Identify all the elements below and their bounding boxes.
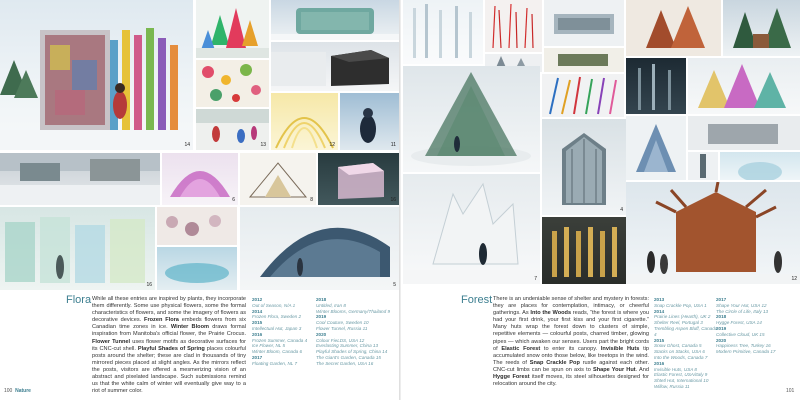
year-heading: 2020 <box>716 337 727 343</box>
blue-lattice-illustration <box>626 116 686 180</box>
photo-flower-pattern <box>157 207 237 245</box>
forest-body-text <box>493 296 649 388</box>
entry-list-item: Everlasting Summer, China 13 <box>316 343 379 349</box>
year-heading: 2016 <box>252 331 263 337</box>
photo-shimmer-panels <box>0 207 155 290</box>
stick-structure-illustration <box>544 0 624 46</box>
colorful-poles-illustration <box>542 74 624 117</box>
body-text-run: . And <box>635 366 649 373</box>
photo-tent-sketch <box>240 153 316 205</box>
photo-number: 16 <box>146 282 152 288</box>
entry-list-item: Ice Flower, NL 5 <box>252 343 286 349</box>
entry-title-highlight: Flower Tunnel <box>92 338 131 345</box>
green-tree-illustration <box>403 66 540 172</box>
entry-list-item: Frozen Summer, Canada 4 <box>252 337 308 343</box>
year-heading: 2014 <box>252 308 263 314</box>
left-page-number: 100 <box>4 388 13 394</box>
snowy-trees-illustration <box>723 0 800 56</box>
photo-flower-collage <box>196 60 269 107</box>
photo-fuzzy-pavilion <box>271 0 399 40</box>
year-heading: 2017 <box>252 354 263 360</box>
body-text-run: While all these entries are inspired by plants, they incorporate them differently. Some use physical flowers, some the formal characteristics of flowers, and some the imagery of flowers as decorative devices. <box>92 296 246 324</box>
white-tree-illustration <box>403 0 483 64</box>
photo-number: 7 <box>534 276 537 282</box>
entry-list-item: The Secret Garden, USA 16 <box>316 360 374 366</box>
entry-list-item: Flower Tunnel, Russia 11 <box>316 325 368 331</box>
entry-list-item: The Circle of Life, Italy 13 <box>716 308 769 314</box>
curved-pavilion-illustration <box>240 207 399 290</box>
glass-cube-illustration <box>318 153 399 205</box>
entry-list-item: Shelter Reel, Portugal 3 <box>654 320 703 326</box>
photo-child-in-tunnel <box>340 93 399 150</box>
flora-entry-list-column-1 <box>252 297 314 367</box>
photo-model-sketch <box>544 48 624 72</box>
gold-post-illustration <box>542 217 626 284</box>
entry-list-item: Snow Ghost, Canada 5 <box>654 343 702 349</box>
entry-list-item: Happiness Tree, Turkey 16 <box>716 343 771 349</box>
entry-list-item: Shape Your Hut, USA 12 <box>716 302 767 308</box>
entry-list-item: Modern Primitive, Canada 17 <box>716 349 776 355</box>
entry-list-item: Intellectual Hut, Japan 3 <box>252 325 302 331</box>
year-heading: 2020 <box>316 331 327 337</box>
photo-number: 11 <box>390 142 396 148</box>
photo-snowy-trees-hut <box>723 0 800 56</box>
entry-title-highlight: Elastic Forest <box>501 345 541 352</box>
entry-title-highlight: Into the Woods <box>530 310 572 317</box>
entry-list-item: Playful Shades of Spring, China 14 <box>316 349 388 355</box>
photo-number: 5 <box>393 282 396 288</box>
right-page-number: 101 <box>786 388 795 394</box>
body-text-run: itself moves, its steel silhouettes designed for relocation around the city. <box>493 374 650 388</box>
photo-purple-dome <box>162 153 238 205</box>
glass-dome-illustration <box>720 152 800 180</box>
ice-wall-illustration <box>0 0 193 150</box>
photo-tall-tower <box>688 152 718 180</box>
year-heading: 2019 <box>716 325 727 331</box>
photo-number: 4 <box>620 207 623 213</box>
entry-list-item: Untitled, Iran 8 <box>316 302 346 308</box>
purple-dome-illustration <box>162 153 238 205</box>
fuzzy-pavilion-illustration <box>271 0 399 40</box>
body-text-run: places colourful posts around the shelter; these are clad in thousands of tiny mirrored pieces placed at slight angles. As the mirrors reflect the posts, visitors are offered a mesmerizing vision of an abstract and pixelated landscape. Such submissions remind us that the white calm of winter will eventually give way to a riot of summer color. <box>92 345 246 395</box>
red-reeds-illustration <box>485 0 542 52</box>
grey-pavilion-illustration <box>688 116 800 150</box>
left-folio <box>4 388 31 394</box>
photo-ice-flora-wall <box>0 0 193 150</box>
forest-section-title: Forest <box>461 294 493 306</box>
photo-white-tree-forest <box>403 0 483 64</box>
photo-dark-cube-hut <box>271 42 399 91</box>
kids-snow-illustration <box>196 109 269 150</box>
year-heading: 2016 <box>654 360 665 366</box>
forest-entry-list-column-2 <box>716 297 798 355</box>
teepees-illustration <box>688 58 800 114</box>
body-text-run: rustle against each other. CNC-cut limbs can be spun on axis to <box>493 359 649 373</box>
dark-forest-illustration <box>626 58 686 114</box>
year-heading: 2014 <box>654 308 665 314</box>
forest-entry-list-column-1 <box>654 297 718 390</box>
year-heading: 2012 <box>252 297 263 302</box>
photo-spiky-wooden-hut <box>626 182 800 284</box>
body-text-run: draws formal inspiration from Manitoba's official flower, the Prairie Crocus. <box>92 324 246 338</box>
photo-dark-forest-night <box>626 58 686 114</box>
entry-list-item: Hygge Forest, USA 14 <box>716 320 762 326</box>
entry-list-item: Out of Season, N/A 1 <box>252 302 296 308</box>
tall-tower-illustration <box>688 152 718 180</box>
photo-kids-in-snow <box>196 109 269 150</box>
photo-green-tree-model <box>403 66 540 172</box>
year-heading: 2018 <box>716 314 727 320</box>
body-text-run: tip accumulated snow onto those below, like treetops in the wind. The reeds of <box>493 345 649 366</box>
entry-title-highlight: Hygge Forest <box>493 374 530 381</box>
year-heading: 2015 <box>654 337 665 343</box>
entry-list-item: Invisible Huts, USA 8 <box>654 366 697 372</box>
photo-colorful-teepees <box>688 58 800 114</box>
photo-blue-lattice-hut <box>626 116 686 180</box>
entry-list-item: Trembling Aspen Bluff, Canada 4 <box>654 325 718 337</box>
body-text-run: There is an undeniable sense of shelter and mystery in forests: they are places for contemplation, intimacy, or cheerful gatherings. As <box>493 296 649 317</box>
entry-title-highlight: Snap Crackle Pop <box>529 359 580 366</box>
body-text-run: uses flower motifs as decorative surfaces for its CNC-cut shell. <box>92 338 247 352</box>
year-heading: 2019 <box>316 314 327 320</box>
body-text-run: to enter its canopy. <box>540 345 601 352</box>
metal-cage-illustration <box>542 119 626 215</box>
book-gutter <box>399 0 401 400</box>
photo-curved-pavilion <box>240 207 399 290</box>
shimmer-panels-illustration <box>0 207 155 290</box>
entry-list-item: Shtetl Hut, International 10 <box>654 378 709 384</box>
photo-gold-post-hut <box>542 217 626 284</box>
photo-glass-dome <box>720 152 800 180</box>
body-text-run: reads, “the forest is where you had your first drink, your first kiss and your first cigarette.” Many huts wrap the forest down to clusters of simple, repetitive elements — colourful posts, charred timber, glowing pipes — which awaken our senses. Users part the bright cords of <box>493 310 649 352</box>
photo-red-reeds <box>485 0 542 52</box>
left-running-head: Nature <box>15 388 31 394</box>
flower-collage-illustration <box>196 60 269 107</box>
dark-cube-illustration <box>271 42 399 91</box>
flower-pattern-illustration <box>157 207 237 245</box>
entry-title-highlight: Winter Bloom <box>170 324 209 331</box>
photo-colorful-ice-cones <box>196 0 269 58</box>
river-scene-illustration <box>0 153 160 205</box>
photo-grey-pavilion-model <box>688 116 800 150</box>
entry-list-item: Snap Crackle Pop, USA 1 <box>654 302 707 308</box>
year-heading: 2018 <box>316 297 327 302</box>
photo-winter-river-scene <box>0 153 160 205</box>
photo-number: 12 <box>791 276 797 282</box>
right-folio <box>786 388 794 394</box>
photo-number: 14 <box>184 142 190 148</box>
body-text-run: embeds flowers from six Canadian time zones in ice. <box>92 317 246 331</box>
entry-list-item: Winter Bloom, Canada 6 <box>252 349 303 355</box>
photo-ice-blocks <box>157 247 237 290</box>
entry-title-highlight: Shape Your Hut <box>592 366 636 373</box>
photo-number: 16 <box>390 197 396 203</box>
tent-sketch-illustration <box>240 153 316 205</box>
entry-list-item: Colour FieLDS, USA 12 <box>316 337 365 343</box>
entry-list-item: Prairie Lines (Hearth), UK 2 <box>654 314 711 320</box>
entry-title-highlight: Invisible Huts <box>600 345 640 352</box>
white-branches-illustration <box>403 174 540 284</box>
year-heading: 2017 <box>716 297 727 302</box>
spiky-hut-illustration <box>626 182 800 284</box>
entry-list-item: Winter Blooms, Germany/Thailand 9 <box>316 308 390 314</box>
photo-number: 8 <box>310 197 313 203</box>
flora-entry-list-column-2 <box>316 297 398 367</box>
entry-list-item: Cool Couture, Sweden 10 <box>316 320 369 326</box>
flora-body-text <box>92 296 246 395</box>
photo-wooden-hut-model <box>626 0 721 56</box>
photo-light-tunnel <box>271 93 338 150</box>
wooden-hut-illustration <box>626 0 721 56</box>
photo-number: 13 <box>260 142 266 148</box>
entry-list-item: Willow, Russia 11 <box>654 383 690 389</box>
photo-glass-cube-night <box>318 153 399 205</box>
entry-list-item: Into the Woods, Canada 7 <box>654 354 708 360</box>
flora-section-title: Flora <box>66 294 92 306</box>
photo-colorful-poles <box>542 74 624 117</box>
model-sketch-illustration <box>544 48 624 72</box>
entry-title-highlight: Frozen Flora <box>144 317 179 324</box>
photo-white-branches-people <box>403 174 540 284</box>
photo-stick-structure <box>544 0 624 46</box>
entry-list-item: Frozen Flora, Sweden 2 <box>252 314 302 320</box>
photo-metal-cage-hut <box>542 119 626 215</box>
entry-list-item: The Giant's Garden, Canada 15 <box>316 354 381 360</box>
year-heading: 2013 <box>654 297 665 302</box>
entry-list-item: Stacks on Stacks, USA 6 <box>654 349 705 355</box>
ice-blocks-illustration <box>157 247 237 290</box>
entry-title-highlight: Playful Shades of Spring <box>137 345 205 352</box>
light-tunnel-illustration <box>271 93 338 150</box>
entry-list-item: Floating Garden, NL 7 <box>252 360 298 366</box>
entry-list-item: Elastic Forest, USA/Italy 9 <box>654 372 708 378</box>
ice-cones-illustration <box>196 0 269 58</box>
photo-number: 12 <box>329 142 335 148</box>
entry-list-item: Collective Cloud, UK 15 <box>716 331 765 337</box>
photo-number: 6 <box>232 197 235 203</box>
year-heading: 2015 <box>252 320 263 326</box>
